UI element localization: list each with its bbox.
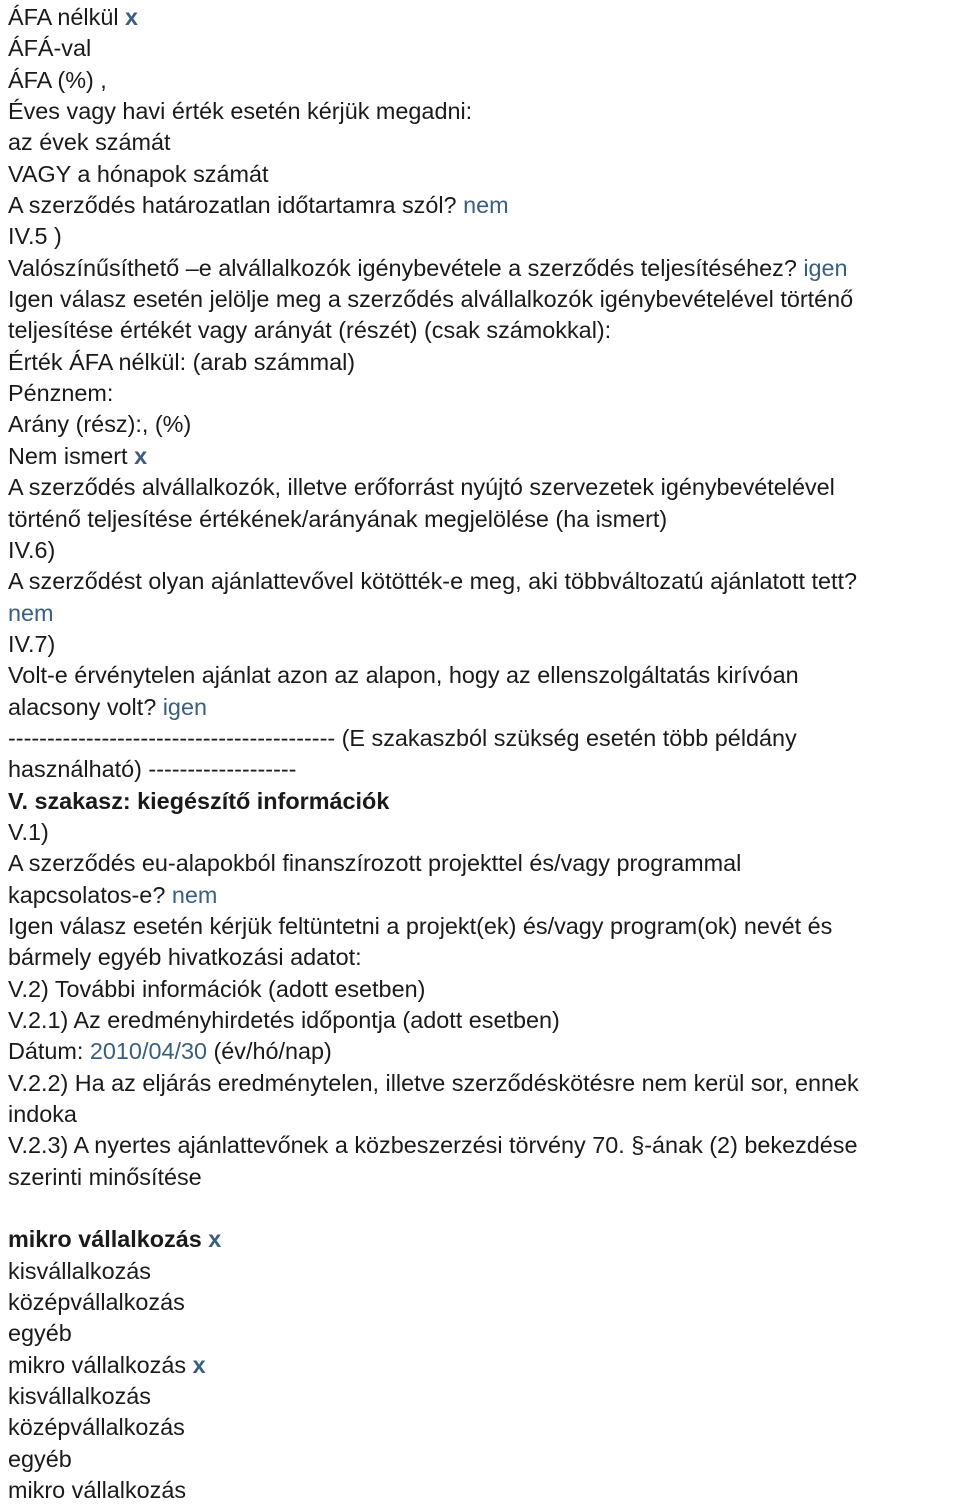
- not-known-option: Nem ismert x: [8, 442, 148, 469]
- micro-enterprise-option: mikro vállalkozás x: [8, 1351, 206, 1378]
- subcontractor-value-note-line1: A szerződés alvállalkozók, illetve erőforrást nyújtó szervezetek igénybevételével: [8, 474, 835, 501]
- blank-line: [8, 1193, 960, 1224]
- value-without-vat-label: Érték ÁFA nélkül: (arab számmal): [8, 348, 356, 375]
- currency-label: Pénznem:: [8, 380, 114, 407]
- eu-funds-question-line2: kapcsolatos-e? nem: [8, 881, 218, 908]
- result-date-line: Dátum: 2010/04/30 (év/hó/nap): [8, 1038, 332, 1065]
- medium-enterprise-option: középvállalkozás: [8, 1414, 185, 1441]
- section-separator-line2: használható) -------------------: [8, 756, 297, 783]
- project-name-instruction-line2: bármely egyéb hivatkozási adatot:: [8, 944, 362, 971]
- section-v21-heading: V.2.1) Az eredményhirdetés időpontja (adott esetben): [8, 1007, 560, 1033]
- section-iv5-heading: IV.5 ): [8, 223, 62, 250]
- result-date-value: 2010/04/30: [89, 1038, 207, 1065]
- small-enterprise-option: kisvállalkozás: [8, 1383, 151, 1410]
- section-iv7-heading: IV.7): [8, 630, 56, 657]
- indefinite-duration-question: A szerződés határozatlan időtartamra szól? nem: [8, 192, 509, 219]
- medium-enterprise-option: középvállalkozás: [8, 1289, 185, 1316]
- section-v22-heading-line2: indoka: [8, 1101, 77, 1128]
- subcontractor-question: Valószínűsíthető –e alvállalkozók igénybevétele a szerződés teljesítéséhez? igen: [8, 254, 848, 281]
- other-option: egyéb: [8, 1445, 72, 1472]
- section-v1-heading: V.1): [8, 818, 49, 845]
- project-name-instruction-line1: Igen válasz esetén kérjük feltüntetni a projekt(ek) és/vagy program(ok) nevét és: [8, 912, 833, 939]
- section-v-heading: V. szakasz: kiegészítő információk: [8, 787, 390, 814]
- vat-percent-option: ÁFA (%) ,: [8, 66, 107, 93]
- section-separator-line1: ------------------------------------------ (E szakaszból szükség esetén több példány: [8, 724, 797, 751]
- section-iv6-heading: IV.6): [8, 536, 56, 563]
- invalid-offer-question-line1: Volt-e érvénytelen ajánlat azon az alapon, hogy az ellenszolgáltatás kirívóan: [8, 662, 799, 689]
- years-count-label: az évek számát: [8, 129, 171, 156]
- answer-value: nem: [463, 192, 509, 219]
- annual-monthly-instruction: Éves vagy havi érték esetén kérjük megadni:: [8, 98, 473, 125]
- subcontractor-value-note-line2: történő teljesítése értékének/arányának megjelölése (ha ismert): [8, 505, 668, 532]
- answer-value: igen: [162, 693, 207, 720]
- micro-enterprise-option: mikro vállalkozás x: [8, 1226, 222, 1253]
- subcontractor-instruction-line2: teljesítése értékét vagy arányát (részét) (csak számokkal):: [8, 317, 612, 344]
- section-v22-heading-line1: V.2.2) Ha az eljárás eredménytelen, illetve szerződéskötésre nem kerül sor, ennek: [8, 1069, 859, 1096]
- answer-value: nem: [171, 881, 218, 908]
- selected-mark: x: [125, 4, 139, 30]
- vat-excluded-option: ÁFA nélkül x: [8, 4, 139, 30]
- section-v23-heading-line2: szerinti minősítése: [8, 1163, 202, 1190]
- eu-funds-question-line1: A szerződés eu-alapokból finanszírozott projekttel és/vagy programmal: [8, 850, 742, 877]
- answer-value: igen: [803, 254, 848, 281]
- micro-enterprise-option: mikro vállalkozás: [8, 1477, 187, 1504]
- vat-included-option: ÁFÁ-val: [8, 35, 92, 62]
- invalid-offer-question-line2: alacsony volt? igen: [8, 693, 207, 720]
- subcontractor-instruction-line1: Igen válasz esetén jelölje meg a szerződés alvállalkozók igénybevételével történő: [8, 286, 854, 313]
- selected-mark: x: [208, 1226, 222, 1253]
- section-v2-heading: V.2) További információk (adott esetben): [8, 975, 426, 1002]
- variant-offer-answer: nem: [8, 599, 54, 626]
- proportion-label: Arány (rész):, (%): [8, 411, 192, 438]
- other-option: egyéb: [8, 1320, 72, 1347]
- selected-mark: x: [134, 442, 148, 469]
- document-page: [0, 2, 960, 1507]
- months-count-label: VAGY a hónapok számát: [8, 160, 269, 187]
- section-v23-heading-line1: V.2.3) A nyertes ajánlattevőnek a közbeszerzési törvény 70. §-ának (2) bekezdése: [8, 1132, 858, 1159]
- variant-offer-question: A szerződést olyan ajánlattevővel kötötték-e meg, aki többváltozatú ajánlatott tett?: [8, 568, 858, 595]
- selected-mark: x: [192, 1351, 206, 1378]
- small-enterprise-option: kisvállalkozás: [8, 1257, 151, 1284]
